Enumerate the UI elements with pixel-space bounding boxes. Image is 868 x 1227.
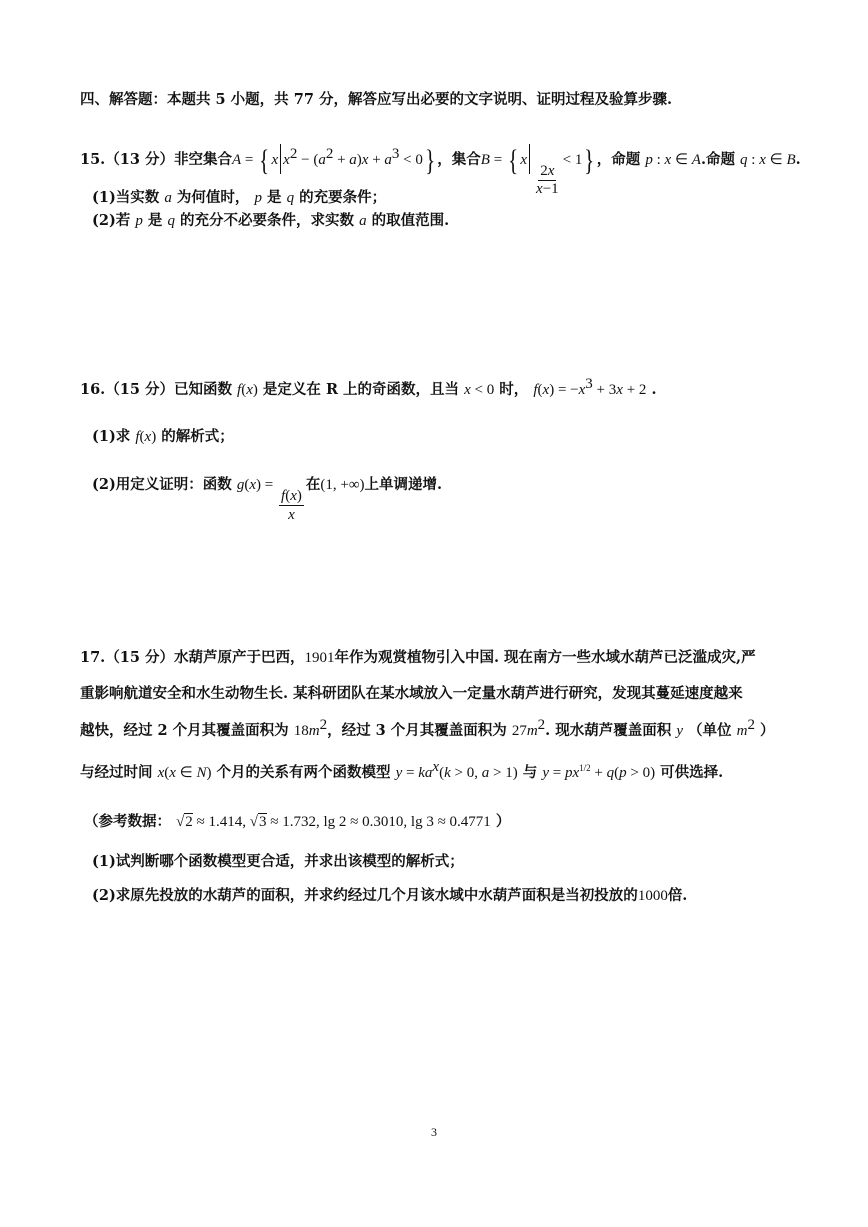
q17-part2: (2)求原先投放的水葫芦的面积，并求约经过几个月该水域中水葫芦面积是当初投放的1000倍.: [92, 887, 688, 904]
q15-stem: 15.（13 分）非空集合A = { x $x^2 - (a^2 + a)x + a^3 < 0$} ，集合B = { x $\frac{2x}{x-1}$ < 1} ，命题 p : x ∈ A.命题 q : x ∈ B.: [80, 144, 801, 197]
q15-set-b: B = { x $\frac{2x}{x-1}$ < 1}: [480, 144, 595, 197]
section-heading: 四、解答题：本题共 5 小题，共 77 分，解答应写出必要的文字说明、证明过程及验算步骤.: [80, 91, 673, 108]
page-number: 3: [431, 1125, 437, 1139]
q17-reference: （参考数据： √2 ≈ 1.414, √3 ≈ 1.732, lg 2 ≈ 0.3010, lg 3 ≈ 0.4771 ）: [84, 813, 511, 830]
q17-number: 17.（15 分）: [80, 649, 174, 666]
q17-line2: 重影响航道安全和水生动物生长. 某科研团队在某水域放入一定量水葫芦进行研究，发现其蔓延速度越来: [80, 685, 743, 702]
q16-stem: 16.（15 分）已知函数 f(x) 是定义在 R 上的奇函数，且当 x < 0 时， $f(x) = -x^3 + 3x + 2$ .: [80, 376, 657, 398]
q16-part1: (1)求 f(x) 的解析式；: [92, 428, 234, 445]
q15-number: 15.（13 分）: [80, 151, 174, 168]
q16-part2-prefix: (2)用定义证明：函数: [92, 476, 232, 493]
q16-number: 16.（15 分）: [80, 381, 174, 398]
q15-intro: 非空集合: [173, 151, 232, 168]
q15-part1: (1)当实数 a 为何值时， p 是 q 的充要条件；: [92, 189, 387, 206]
q15-set-a: A = { x $x^2 - (a^2 + a)x + a^3 < 0$}: [231, 144, 436, 177]
q17-part1: (1)试判断哪个函数模型更合适，并求出该模型的解析式；: [92, 853, 464, 870]
q17-line4: 与经过时间 x(x ∈ N) 个月的关系有两个函数模型 $y = ka^x(k > 0$, a > 1) 与 $y = px^{1/2} + q(p > 0)$ 可供选择.: [80, 759, 724, 781]
q15-mid: ，集合: [437, 151, 481, 168]
q17-line3: 越快，经过 2 个月其覆盖面积为 $18m^2$，经过 3 个月其覆盖面积为 $27m^2$. 现水葫芦覆盖面积 y （单位 $m^2$ ）: [80, 717, 775, 739]
q15-part2: (2)若 p 是 q 的充分不必要条件，求实数 a 的取值范围.: [92, 212, 450, 229]
q16-g-function: g(x) = $\frac{f(x)}{x}$: [236, 477, 302, 523]
q17-line1: 17.（15 分）水葫芦原产于巴西，1901年作为观赏植物引入中国. 现在南方一些水域水葫芦已泛滥成灾,严: [80, 649, 756, 666]
q16-part2: (2)用定义证明：函数 g(x) = $\frac{f(x)}{x}$ 在(1, +∞)上单调递增.: [92, 476, 443, 523]
